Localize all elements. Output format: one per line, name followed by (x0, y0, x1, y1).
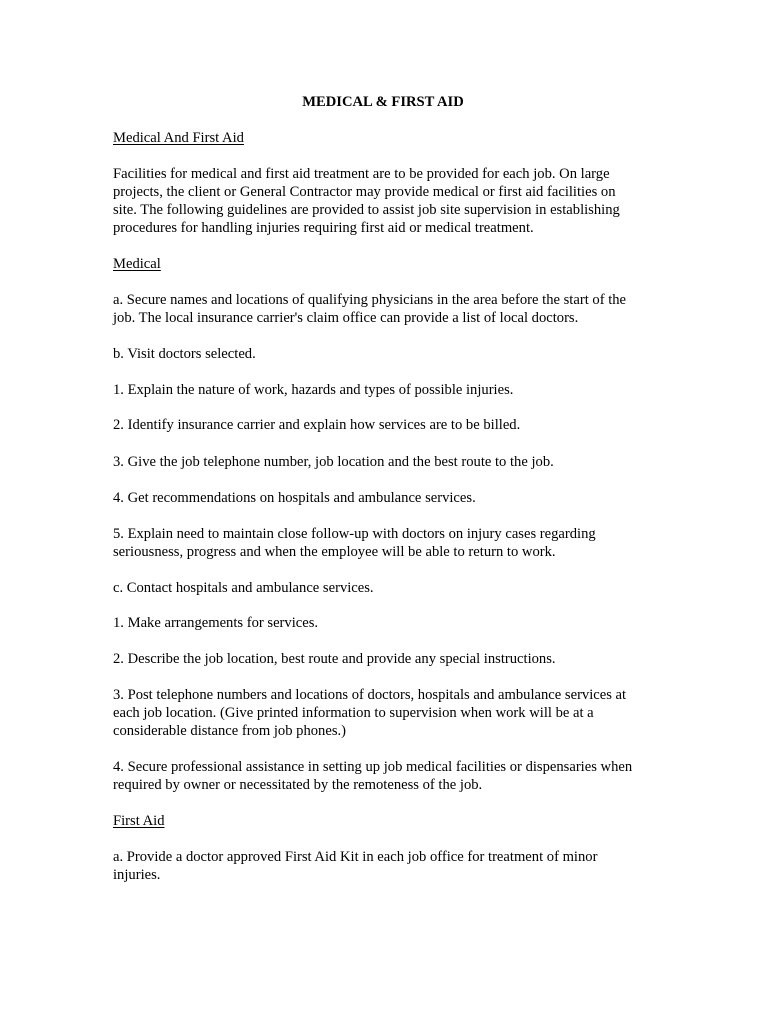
intro-paragraph (113, 165, 653, 237)
text-line: 3. Post telephone numbers and locations of doctors, hospitals and ambulance services at (113, 687, 627, 703)
b-item-5 (113, 525, 653, 561)
text-line: 4. Get recommendations on hospitals and ambulance services. (113, 490, 476, 506)
c-item-2 (113, 650, 653, 668)
heading-text: Medical And First Aid (113, 130, 244, 146)
text-line: considerable distance from job phones.) (113, 723, 347, 739)
text-line: a. Secure names and locations of qualifying physicians in the area before the start of the (113, 292, 627, 308)
text-line: job. The local insurance carrier's claim office can provide a list of local doctors. (113, 310, 579, 326)
text-line: 2. Identify insurance carrier and explain how services are to be billed. (113, 417, 521, 433)
b-item-3 (113, 453, 653, 471)
medical-item-c: c. Contact hospitals and ambulance services. (113, 580, 374, 596)
heading-text: Medical (113, 256, 161, 272)
document-title: MEDICAL & FIRST AID (302, 94, 464, 110)
text-line: 2. Describe the job location, best route and provide any special instructions. (113, 651, 556, 667)
text-line: seriousness, progress and when the employee will be able to return to work. (113, 544, 556, 560)
text-line: 4. Secure professional assistance in setting up job medical facilities or dispensaries when (113, 759, 633, 775)
medical-item-b: b. Visit doctors selected. (113, 346, 256, 362)
section-heading-medical-and-first-aid (113, 129, 653, 147)
section-heading-first-aid (113, 812, 653, 830)
text-line: procedures for handling injuries requiring first aid or medical treatment. (113, 220, 534, 236)
b-item-2 (113, 416, 653, 434)
b-item-4 (113, 489, 653, 507)
text-line: 3. Give the job telephone number, job location and the best route to the job. (113, 454, 554, 470)
c-item-1 (113, 614, 653, 632)
text-line: each job location. (Give printed information to supervision when work will be at a (113, 705, 594, 721)
section-heading-medical (113, 255, 653, 273)
c-item-4 (113, 758, 653, 794)
c-item-3 (113, 686, 653, 740)
text-line: 1. Explain the nature of work, hazards and types of possible injuries. (113, 382, 514, 398)
text-line: injuries. (113, 867, 161, 883)
text-line: required by owner or necessitated by the remoteness of the job. (113, 777, 483, 793)
first-aid-item-a (113, 848, 653, 884)
heading-text: First Aid (113, 813, 165, 829)
medical-item-a (113, 291, 653, 327)
text-line: a. Provide a doctor approved First Aid Kit in each job office for treatment of minor (113, 849, 598, 865)
text-line: projects, the client or General Contractor may provide medical or first aid facilities on (113, 184, 616, 200)
b-item-1 (113, 381, 653, 399)
text-line: site. The following guidelines are provided to assist job site supervision in establishing (113, 202, 620, 218)
text-line: 1. Make arrangements for services. (113, 615, 319, 631)
text-line: 5. Explain need to maintain close follow-up with doctors on injury cases regarding (113, 526, 596, 542)
text-line: Facilities for medical and first aid treatment are to be provided for each job. On large (113, 166, 610, 182)
